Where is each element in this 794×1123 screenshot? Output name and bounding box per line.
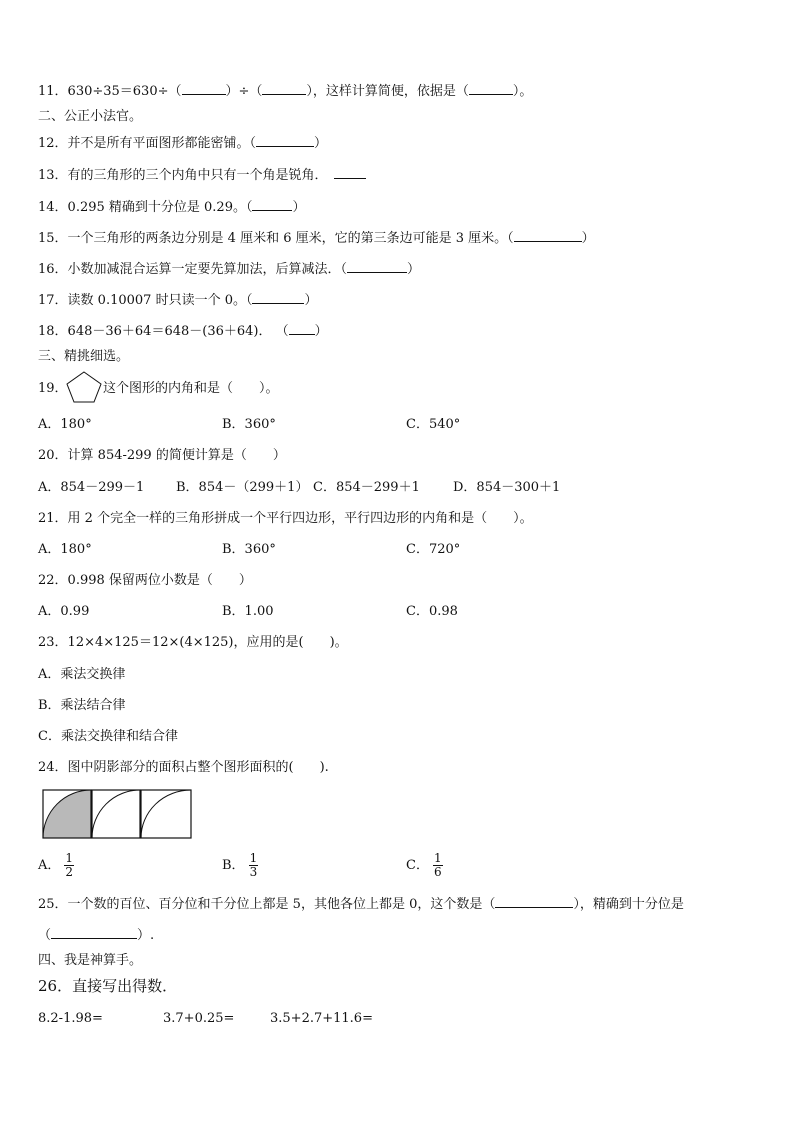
expression-1: 8.2-1.98= — [38, 1011, 103, 1026]
option-b[interactable]: B．854－（299＋1） — [176, 480, 309, 495]
option-b[interactable]: B．360° — [222, 542, 276, 557]
shaded-area-figure — [42, 789, 194, 839]
option-c[interactable]: C．540° — [406, 417, 461, 432]
option-a[interactable]: A．180° — [38, 542, 92, 557]
section-4-heading: 四、我是神算手。 — [38, 953, 143, 968]
answer-blank[interactable] — [51, 926, 137, 939]
question-20: 20．计算 854-299 的简便计算是（ ） — [38, 448, 286, 463]
section-3-heading: 三、精挑细选。 — [38, 349, 130, 364]
answer-blank[interactable] — [334, 166, 366, 179]
question-15: 15．一个三角形的两条边分别是 4 厘米和 6 厘米，它的第三条边可能是 3 厘米。（ ） — [38, 231, 595, 246]
answer-blank[interactable] — [289, 322, 315, 335]
fraction: $\frac{1}{2}$ — [65, 851, 74, 879]
pentagon-figure — [65, 370, 103, 404]
option-c[interactable]: C． $\frac{1}{6}$ — [406, 851, 442, 879]
option-a[interactable]: A．180° — [38, 417, 92, 432]
question-26: 26．直接写出得数． — [38, 977, 178, 995]
option-c[interactable]: C．720° — [406, 542, 461, 557]
question-19-text: 这个图形的内角和是（ ）。 — [103, 381, 279, 396]
question-18: 18．648－36＋64＝648－(36＋64)． （ ） — [38, 324, 328, 339]
option-c[interactable]: C．乘法交换律和结合律 — [38, 729, 178, 744]
option-d[interactable]: D．854－300＋1 — [453, 480, 561, 495]
option-b[interactable]: B． $\frac{1}{3}$ — [222, 851, 258, 879]
question-12: 12．并不是所有平面图形都能密铺。（ ） — [38, 136, 328, 151]
answer-blank[interactable] — [469, 82, 513, 95]
answer-blank[interactable] — [262, 82, 306, 95]
question-24: 24．图中阴影部分的面积占整个图形面积的( ). — [38, 760, 329, 775]
answer-blank[interactable] — [495, 895, 573, 908]
option-a[interactable]: A．乘法交换律 — [38, 667, 126, 682]
option-b[interactable]: B．1.00 — [222, 604, 274, 619]
fraction: $\frac{1}{6}$ — [433, 851, 442, 879]
question-25: 25．一个数的百位、百分位和千分位上都是 5，其他各位上都是 0，这个数是（ ），精确到十分位是 — [38, 897, 684, 912]
question-22: 22．0.998 保留两位小数是（ ） — [38, 573, 252, 588]
question-16: 16．小数加减混合运算一定要先算加法，后算减法．（ ） — [38, 262, 421, 277]
question-13: 13．有的三角形的三个内角中只有一个角是锐角． — [38, 166, 366, 185]
expression-2: 3.7+0.25= — [163, 1011, 235, 1026]
fraction: $\frac{1}{3}$ — [249, 851, 258, 879]
section-2-heading: 二、公正小法官。 — [38, 109, 143, 124]
expression-3: 3.5+2.7+11.6= — [270, 1011, 373, 1026]
option-c[interactable]: C．854－299＋1 — [313, 480, 420, 495]
answer-blank[interactable] — [252, 198, 292, 211]
answer-blank[interactable] — [256, 134, 314, 147]
answer-blank[interactable] — [514, 229, 582, 242]
answer-blank[interactable] — [347, 260, 407, 273]
question-25-line2: （ ）. — [38, 928, 155, 943]
option-b[interactable]: B．乘法结合律 — [38, 698, 126, 713]
option-c[interactable]: C．0.98 — [406, 604, 458, 619]
option-a[interactable]: A．0.99 — [38, 604, 90, 619]
option-a[interactable]: A．854－299－1 — [38, 480, 145, 495]
answer-blank[interactable] — [252, 291, 304, 304]
option-a[interactable]: A． $\frac{1}{2}$ — [38, 851, 74, 879]
option-b[interactable]: B．360° — [222, 417, 276, 432]
question-11: 11．630÷35＝630÷（ ）÷（ ），这样计算简便，依据是（ ）。 — [38, 84, 533, 99]
question-19-number: 19． — [38, 381, 68, 396]
question-23: 23．12×4×125＝12×(4×125)，应用的是( )。 — [38, 635, 348, 650]
question-21: 21．用 2 个完全一样的三角形拼成一个平行四边形，平行四边形的内角和是（ ）。 — [38, 511, 533, 526]
question-17: 17．读数 0.10007 时只读一个 0。（ ） — [38, 293, 318, 308]
question-14: 14．0.295 精确到十分位是 0.29。（ ） — [38, 200, 306, 215]
answer-blank[interactable] — [182, 82, 226, 95]
